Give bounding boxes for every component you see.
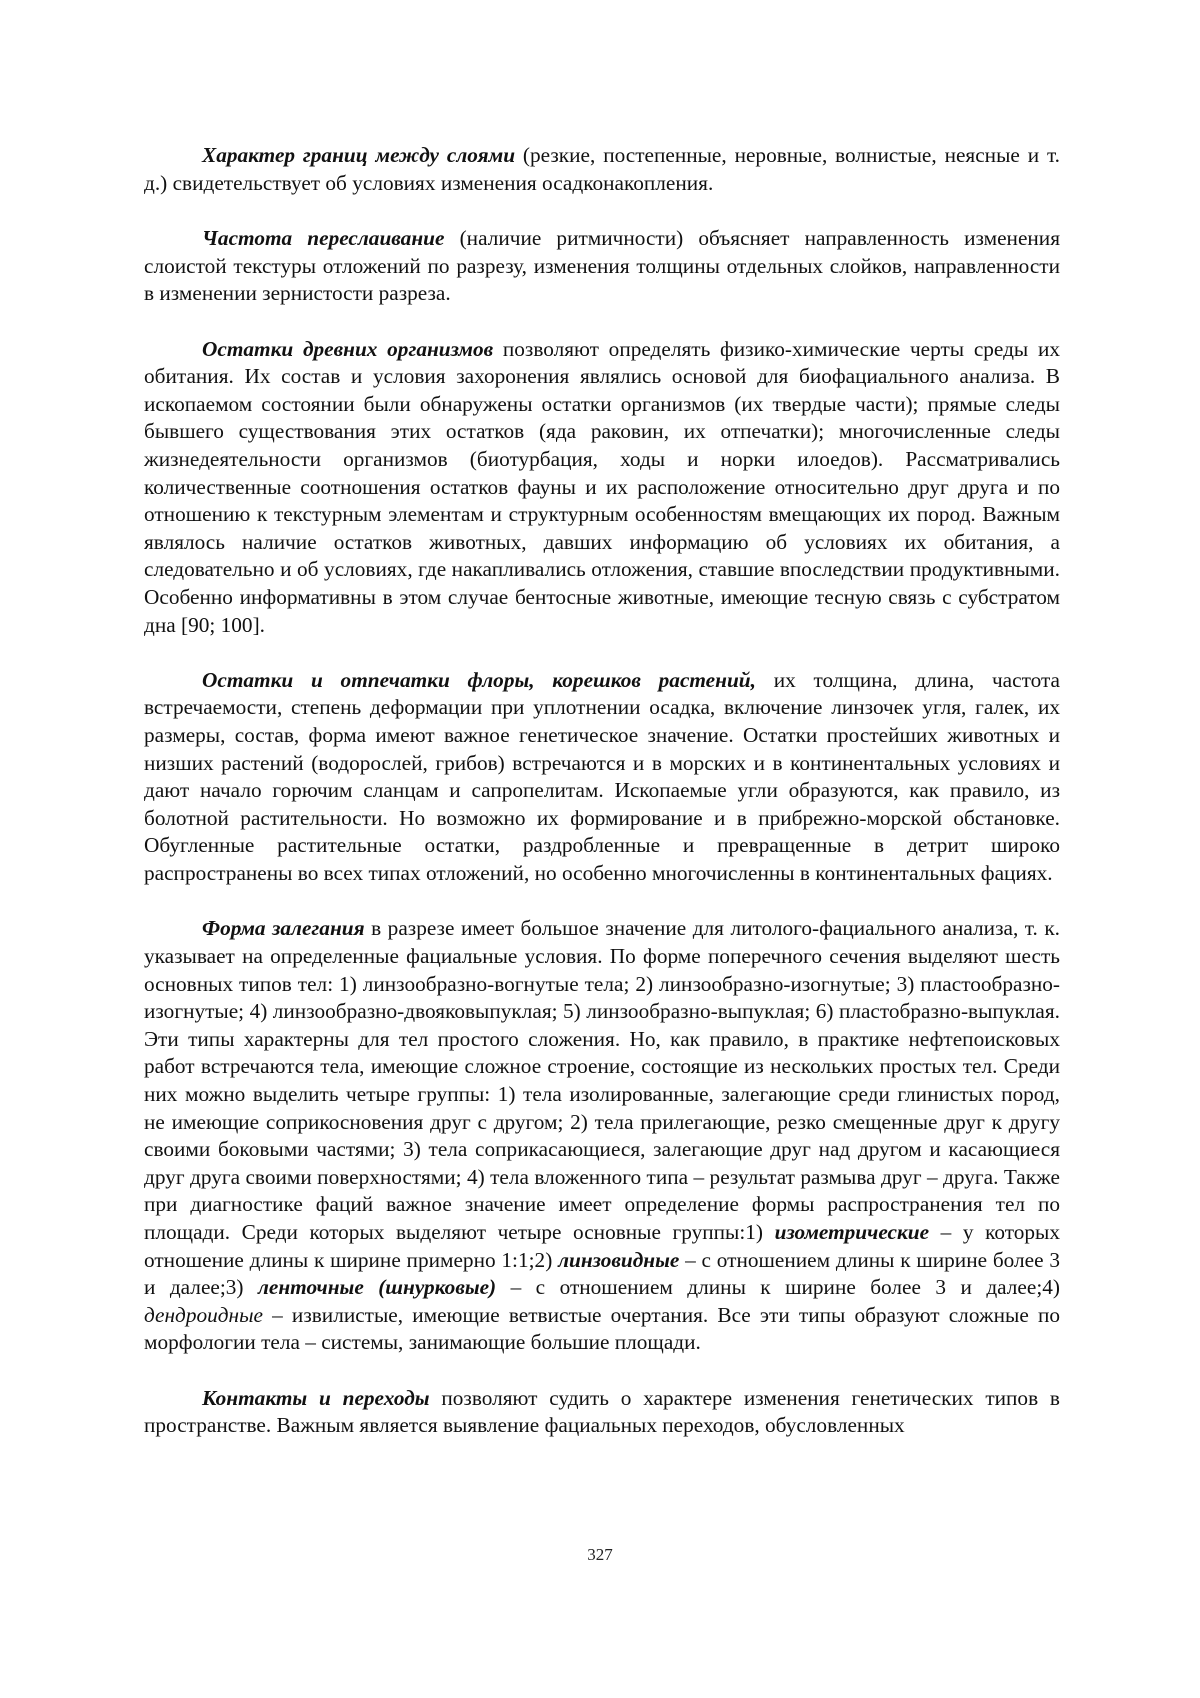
paragraph-layer-boundaries [144, 142, 1060, 197]
paragraph-text: их толщина, длина, частота встречаемости, степень деформации при уплотнении осадка, включение линзочек угля, галек, их размеры, состав, форма имеют важное генетическое значение. Остатки простейших животных и низших растений (водорослей, грибов) встречаются и в морских и в континентальных условиях и дают начало горючим сланцам и сапропелитам. Ископаемые угли образуются, как правило, из болотной растительности. Но возможно их формирование и в прибрежно-морской обстановке. Обугленные растительные остатки, раздробленные и превращенные в детрит широко распространены во всех типах отложений, но особенно многочисленны в континентальных фациях. [144, 668, 1060, 885]
paragraph-flora-remains [144, 667, 1060, 888]
page-number: 327 [0, 1545, 1200, 1565]
paragraph-text: позволяют судить о характере изменения генетических типов в пространстве. Важным является выявление фациальных переходов, обусловленных [144, 1386, 1060, 1438]
term-isometric: изометрические [775, 1220, 929, 1244]
paragraph-ancient-organisms [144, 336, 1060, 640]
paragraph-text: (наличие ритмичности) объясняет направленность изменения слоистой текстуры отложений по разрезу, изменения толщины отдельных слойков, направленности в изменении зернистости разреза. [144, 226, 1060, 305]
term-dendroid: дендроидные [144, 1303, 263, 1327]
paragraph-text: в разрезе имеет большое значение для литолого-фациального анализа, т. к. указывает на определенные фациальные условия. По форме поперечного сечения выделяют шесть основных типов тел: 1) линзообразно-вогнутые тела; 2) линзообразно-изогнутые; 3) пластообразно-изогнутые; 4) линзообразно-двояковыпуклая; 5) линзообразно-выпуклая; 6) пластобразно-выпуклая. Эти типы характерны для тел простого сложения. Но, как правило, в практике нефтепоисковых работ встречаются тела, имеющие сложное строение, состоящие из нескольких простых тел. Среди них можно выделить четыре группы: 1) тела изолированные, залегающие среди глинистых пород, не имеющие соприкосновения друг с другом; 2) тела прилегающие, резко смещенные друг к другу своими боковыми частями; 3) тела соприкасающиеся, залегающие друг над другом и касающиеся друг друга своими поверхностями; 4) тела вложенного типа – результат размыва друг – друга. Также при диагностике фаций важное значение имеет определение формы распространения тел по площади. Среди которых выделяют четыре основные группы:1) [144, 916, 1060, 1244]
term-layer-boundaries: Характер границ между слоями [202, 143, 515, 167]
paragraph-text: – у которых отношение длины к ширине примерно 1:1;2) [144, 1220, 1060, 1272]
paragraph-text: (резкие, постепенные, неровные, волнистые, неясные и т. д.) свидетельствует об условиях изменения осадконакопления. [144, 143, 1060, 195]
term-flora-remains: Остатки и отпечатки флоры, корешков растений, [202, 668, 756, 692]
term-contacts-transitions: Контакты и переходы [202, 1386, 430, 1410]
paragraph-bedding-form [144, 915, 1060, 1357]
term-ancient-organisms: Остатки древних организмов [202, 337, 493, 361]
term-interbedding: Частота переслаивание [202, 226, 444, 250]
page-body [144, 142, 1060, 1440]
paragraph-text: позволяют определять физико-химические черты среды их обитания. Их состав и условия захоронения являлись основой для биофациального анализа. В ископаемом состоянии были обнаружены остатки организмов (их твердые части); прямые следы бывшего существования этих остатков (яда раковин, их отпечатки); многочисленные следы жизнедеятельности организмов (биотурбация, ходы и норки илоедов). Рассматривались количественные соотношения остатков фауны и их расположение относительно друг друга и по отношению к текстурным элементам и структурным особенностям вмещающих их пород. Важным являлось наличие остатков животных, давших информацию об условиях их обитания, а следовательно и об условиях, где накапливались отложения, ставшие впоследствии продуктивными. Особенно информативны в этом случае бентосные животные, имеющие тесную связь с субстратом дна [90; 100]. [144, 337, 1060, 637]
paragraph-text: – извилистые, имеющие ветвистые очертания. Все эти типы образуют сложные по морфологии тела – системы, занимающие большие площади. [144, 1303, 1060, 1355]
term-ribbon-shaped: ленточные (шнурковые) [258, 1275, 496, 1299]
paragraph-text: – с отношением длины к ширине более 3 и далее;3) [144, 1248, 1060, 1300]
paragraph-text: – с отношением длины к ширине более 3 и далее;4) [496, 1275, 1060, 1299]
paragraph-contacts-transitions [144, 1385, 1060, 1440]
term-lens-shaped: линзовидные [558, 1248, 679, 1272]
paragraph-interbedding [144, 225, 1060, 308]
term-bedding-form: Форма залегания [202, 916, 365, 940]
